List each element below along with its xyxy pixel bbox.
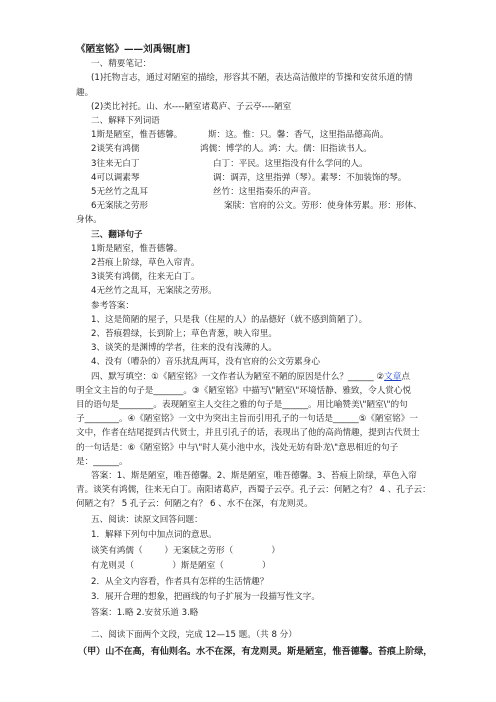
question-line: 有龙则灵（ ）斯是陋室（ ）	[91, 561, 271, 571]
vocab-term: 5无丝竹之乱耳	[91, 187, 149, 197]
vocab-term: 6无案牍之劳形	[91, 201, 149, 211]
translate-sentence: 2苔痕上阶绿，草色入帘青。	[91, 258, 200, 268]
section-heading-reading: 五、阅读：读原文回答问题：	[91, 515, 203, 525]
question-line: 3．展开合理的想象，把画线的句子扩展为一段描写性文字。	[91, 592, 320, 602]
vocab-gloss: 调：调弄，这里指弹（琴）。素琴：不加装饰的琴。	[213, 173, 407, 183]
fill-blank-text: 点	[401, 372, 410, 382]
answer-line: 3、谈笑的是渊博的学者，往来的没有浅薄的人。	[91, 343, 277, 353]
section-heading-vocab: 二、解释下列词语	[91, 116, 160, 126]
translate-sentence: 3谈笑有鸿儒，往来无白丁。	[91, 272, 200, 282]
article-link[interactable]: 文章	[384, 372, 402, 382]
section-heading-notes: 一、精要笔记：	[91, 59, 152, 69]
fill-blank-line	[91, 371, 410, 383]
vocab-term: 1斯是陋室，惟吾德馨。	[91, 130, 183, 140]
answer-line: 1、这是简陋的屋子，只是我（住屋的人）的品德好（就不感到简陋了）。	[91, 315, 368, 325]
vocab-gloss-continued: 身体。	[76, 215, 102, 225]
question-line: 1．解释下列句中加点词的意思。	[91, 530, 217, 540]
fill-blank-line: 的一句话是：⑥《陋室铭》中与\"时人莫小池中水，浅处无妨有卧龙\"意思相近的句子	[76, 443, 399, 453]
vocab-gloss: 案牍：官府的公文。劳形：使身体劳累。形：形体、	[224, 201, 422, 211]
fill-blank-line: 目的语句是________。表现陋室主人交往之雅的句子是______。用比喻赞美\"陋室\"的句	[76, 400, 408, 410]
vocab-term: 3往来无白丁	[91, 159, 140, 169]
question-line: 2．从全文内容看，作者具有怎样的生活情趣？	[91, 577, 269, 587]
fill-blank-text: 四、默写填空：①《陋室铭》一文作者认为陋室不陋的原因是什么？______ ②	[91, 372, 385, 382]
fill-blank-line: 文中，作者在结尾提到古代贤士，并且引孔子的话，表现出了他的高尚情趣，提到古代贤士	[76, 428, 420, 438]
vocab-term: 2谈笑有鸿儒	[91, 144, 140, 154]
vocab-gloss: 斯：这。惟：只。馨：香气，这里指品德高尚。	[208, 130, 389, 140]
question-line: 谈笑有鸿儒（ ）无案牍之劳形（ ）	[91, 546, 281, 556]
note-line: (1)托物言志，通过对陋室的描绘，形容其不陋，表达高洁傲岸的节操和安贫乐道的情	[91, 73, 413, 83]
fill-blank-line: 明全文主旨的句子是_______。③《陋室铭》中描写\"陋室\"环境恬静、雅致，令人赏心悦	[76, 386, 412, 396]
answer-label: 参考答案：	[91, 301, 134, 311]
fill-blank-line: 是：______。	[76, 457, 128, 467]
answer-line: 答案：1.略 2.安贫乐道 3.略	[91, 608, 199, 618]
section-heading-translate: 三、翻译句子	[91, 230, 143, 240]
answer-line: 何陋之有？ 5 孔子云：何陋之有？ 6 、水不在深，有龙则灵。	[76, 499, 313, 509]
doc-title: 《陋室铭》——刘禹锡[唐]	[76, 44, 191, 55]
note-line: 趣。	[76, 88, 94, 98]
passage-a-line: （甲）山不在高，有仙则名。水不在深，有龙则灵。斯是陋室，惟吾德馨。苔痕上阶绿，	[78, 646, 433, 657]
vocab-gloss: 丝竹：这里指奏乐的声音。	[213, 187, 317, 197]
note-line: (2)类比衬托。山、水----陋室诸葛庐、子云亭----陋室	[91, 102, 292, 112]
answer-line: 2、苔痕碧绿，长到阶上；草色青葱，映入帘里。	[91, 329, 277, 339]
translate-sentence: 1斯是陋室，惟吾德馨。	[91, 244, 183, 254]
vocab-term: 4可以调素琴	[91, 173, 140, 183]
fill-blank-line: 子________。④《陋室铭》一文中为突出主旨而引用孔子的一句话是______⑤《陋室铭》一	[76, 414, 418, 424]
section-heading-next: 二、阅读下面两个文段，完成 12—15 题。（共 8 分）	[91, 630, 297, 640]
answer-line: 4、没有（嘈杂的）音乐扰乱两耳，没有官府的公文劳累身心	[91, 357, 320, 367]
vocab-gloss: 白丁：平民。这里指没有什么学问的人。	[213, 159, 368, 169]
vocab-gloss: 鸿儒：博学的人。鸿：大。儒：旧指读书人。	[200, 144, 372, 154]
answer-line: 答案：1、斯是陋室，唯吾德馨。2、斯是陋室，唯吾德馨。3、苔痕上阶绿，草色入帘	[91, 471, 417, 481]
translate-sentence: 4无丝竹之乱耳，无案牍之劳形。	[91, 286, 217, 296]
answer-line: 青。谈笑有鸿儒，往来无白丁。南阳诸葛庐，西蜀子云亭。孔子云：何陋之有？ 4 、孔子云：	[76, 485, 431, 495]
